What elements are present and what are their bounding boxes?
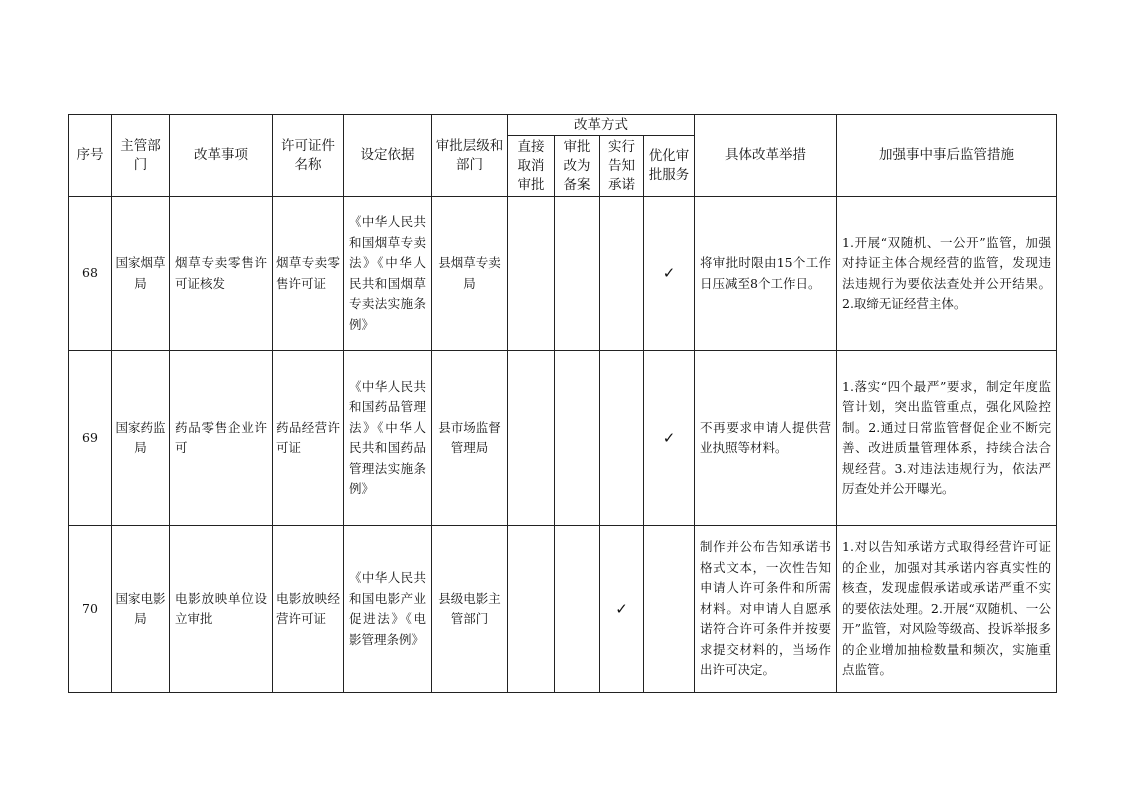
cell-measures: 制作并公布告知承诺书格式文本，一次性告知申请人许可条件和所需材料。对申请人自愿承诺符合许可条件并按要求提交材料的，当场作出许可决定。 (695, 526, 837, 693)
cell-license: 药品经营许可证 (273, 351, 344, 526)
header-dept: 主管部门 (112, 115, 170, 197)
cell-level: 县烟草专卖局 (432, 197, 508, 351)
cell-dept: 国家烟草局 (112, 197, 170, 351)
cell-mode-cancel (508, 526, 555, 693)
header-mode-notify: 实行告知承诺 (600, 136, 644, 197)
cell-basis: 《中华人民共和国电影产业促进法》《电影管理条例》 (344, 526, 432, 693)
cell-supervision: 1.落实“四个最严”要求，制定年度监管计划，突出监管重点，强化风险控制。2.通过日常监管督促企业不断完善、改进质量管理体系，持续合法合规经营。3.对违法违规行为，依法严厉查处并公开曝光。 (837, 351, 1057, 526)
cell-seq: 68 (69, 197, 112, 351)
check-icon: ✓ (644, 197, 695, 351)
header-mode-group: 改革方式 (508, 115, 695, 136)
cell-basis: 《中华人民共和国烟草专卖法》《中华人民共和国烟草专卖法实施条例》 (344, 197, 432, 351)
check-icon: ✓ (600, 526, 644, 693)
header-basis: 设定依据 (344, 115, 432, 197)
cell-seq: 69 (69, 351, 112, 526)
cell-mode-notify (600, 197, 644, 351)
cell-mode-record (555, 197, 600, 351)
check-icon: ✓ (644, 351, 695, 526)
cell-mode-record (555, 526, 600, 693)
header-item: 改革事项 (170, 115, 273, 197)
header-license: 许可证件名称 (273, 115, 344, 197)
header-seq: 序号 (69, 115, 112, 197)
cell-license: 烟草专卖零售许可证 (273, 197, 344, 351)
header-measures: 具体改革举措 (695, 115, 837, 197)
cell-mode-cancel (508, 197, 555, 351)
header-level: 审批层级和部门 (432, 115, 508, 197)
reform-table (68, 114, 1057, 693)
cell-item: 电影放映单位设立审批 (170, 526, 273, 693)
cell-item: 烟草专卖零售许可证核发 (170, 197, 273, 351)
cell-item: 药品零售企业许可 (170, 351, 273, 526)
cell-mode-optimize (644, 526, 695, 693)
cell-measures: 不再要求申请人提供营业执照等材料。 (695, 351, 837, 526)
cell-dept: 国家药监局 (112, 351, 170, 526)
header-mode-record: 审批改为备案 (555, 136, 600, 197)
header-mode-cancel: 直接取消审批 (508, 136, 555, 197)
cell-dept: 国家电影局 (112, 526, 170, 693)
table-row (69, 197, 1057, 351)
cell-license: 电影放映经营许可证 (273, 526, 344, 693)
cell-supervision: 1.开展“双随机、一公开”监管，加强对持证主体合规经营的监管，发现违法违规行为要依法查处并公开结果。2.取缔无证经营主体。 (837, 197, 1057, 351)
table-row (69, 526, 1057, 693)
header-mode-optimize: 优化审批服务 (644, 136, 695, 197)
cell-measures: 将审批时限由15个工作日压减至8个工作日。 (695, 197, 837, 351)
cell-mode-notify (600, 351, 644, 526)
cell-mode-record (555, 351, 600, 526)
header-supervision: 加强事中事后监管措施 (837, 115, 1057, 197)
cell-basis: 《中华人民共和国药品管理法》《中华人民共和国药品管理法实施条例》 (344, 351, 432, 526)
cell-level: 县级电影主管部门 (432, 526, 508, 693)
cell-level: 县市场监督管理局 (432, 351, 508, 526)
cell-seq: 70 (69, 526, 112, 693)
cell-supervision: 1.对以告知承诺方式取得经营许可证的企业，加强对其承诺内容真实性的核查，发现虚假承诺或承诺严重不实的要依法处理。2.开展“双随机、一公开”监管，对风险等级高、投诉举报多的企业增加抽检数量和频次，实施重点监管。 (837, 526, 1057, 693)
table-row (69, 351, 1057, 526)
cell-mode-cancel (508, 351, 555, 526)
